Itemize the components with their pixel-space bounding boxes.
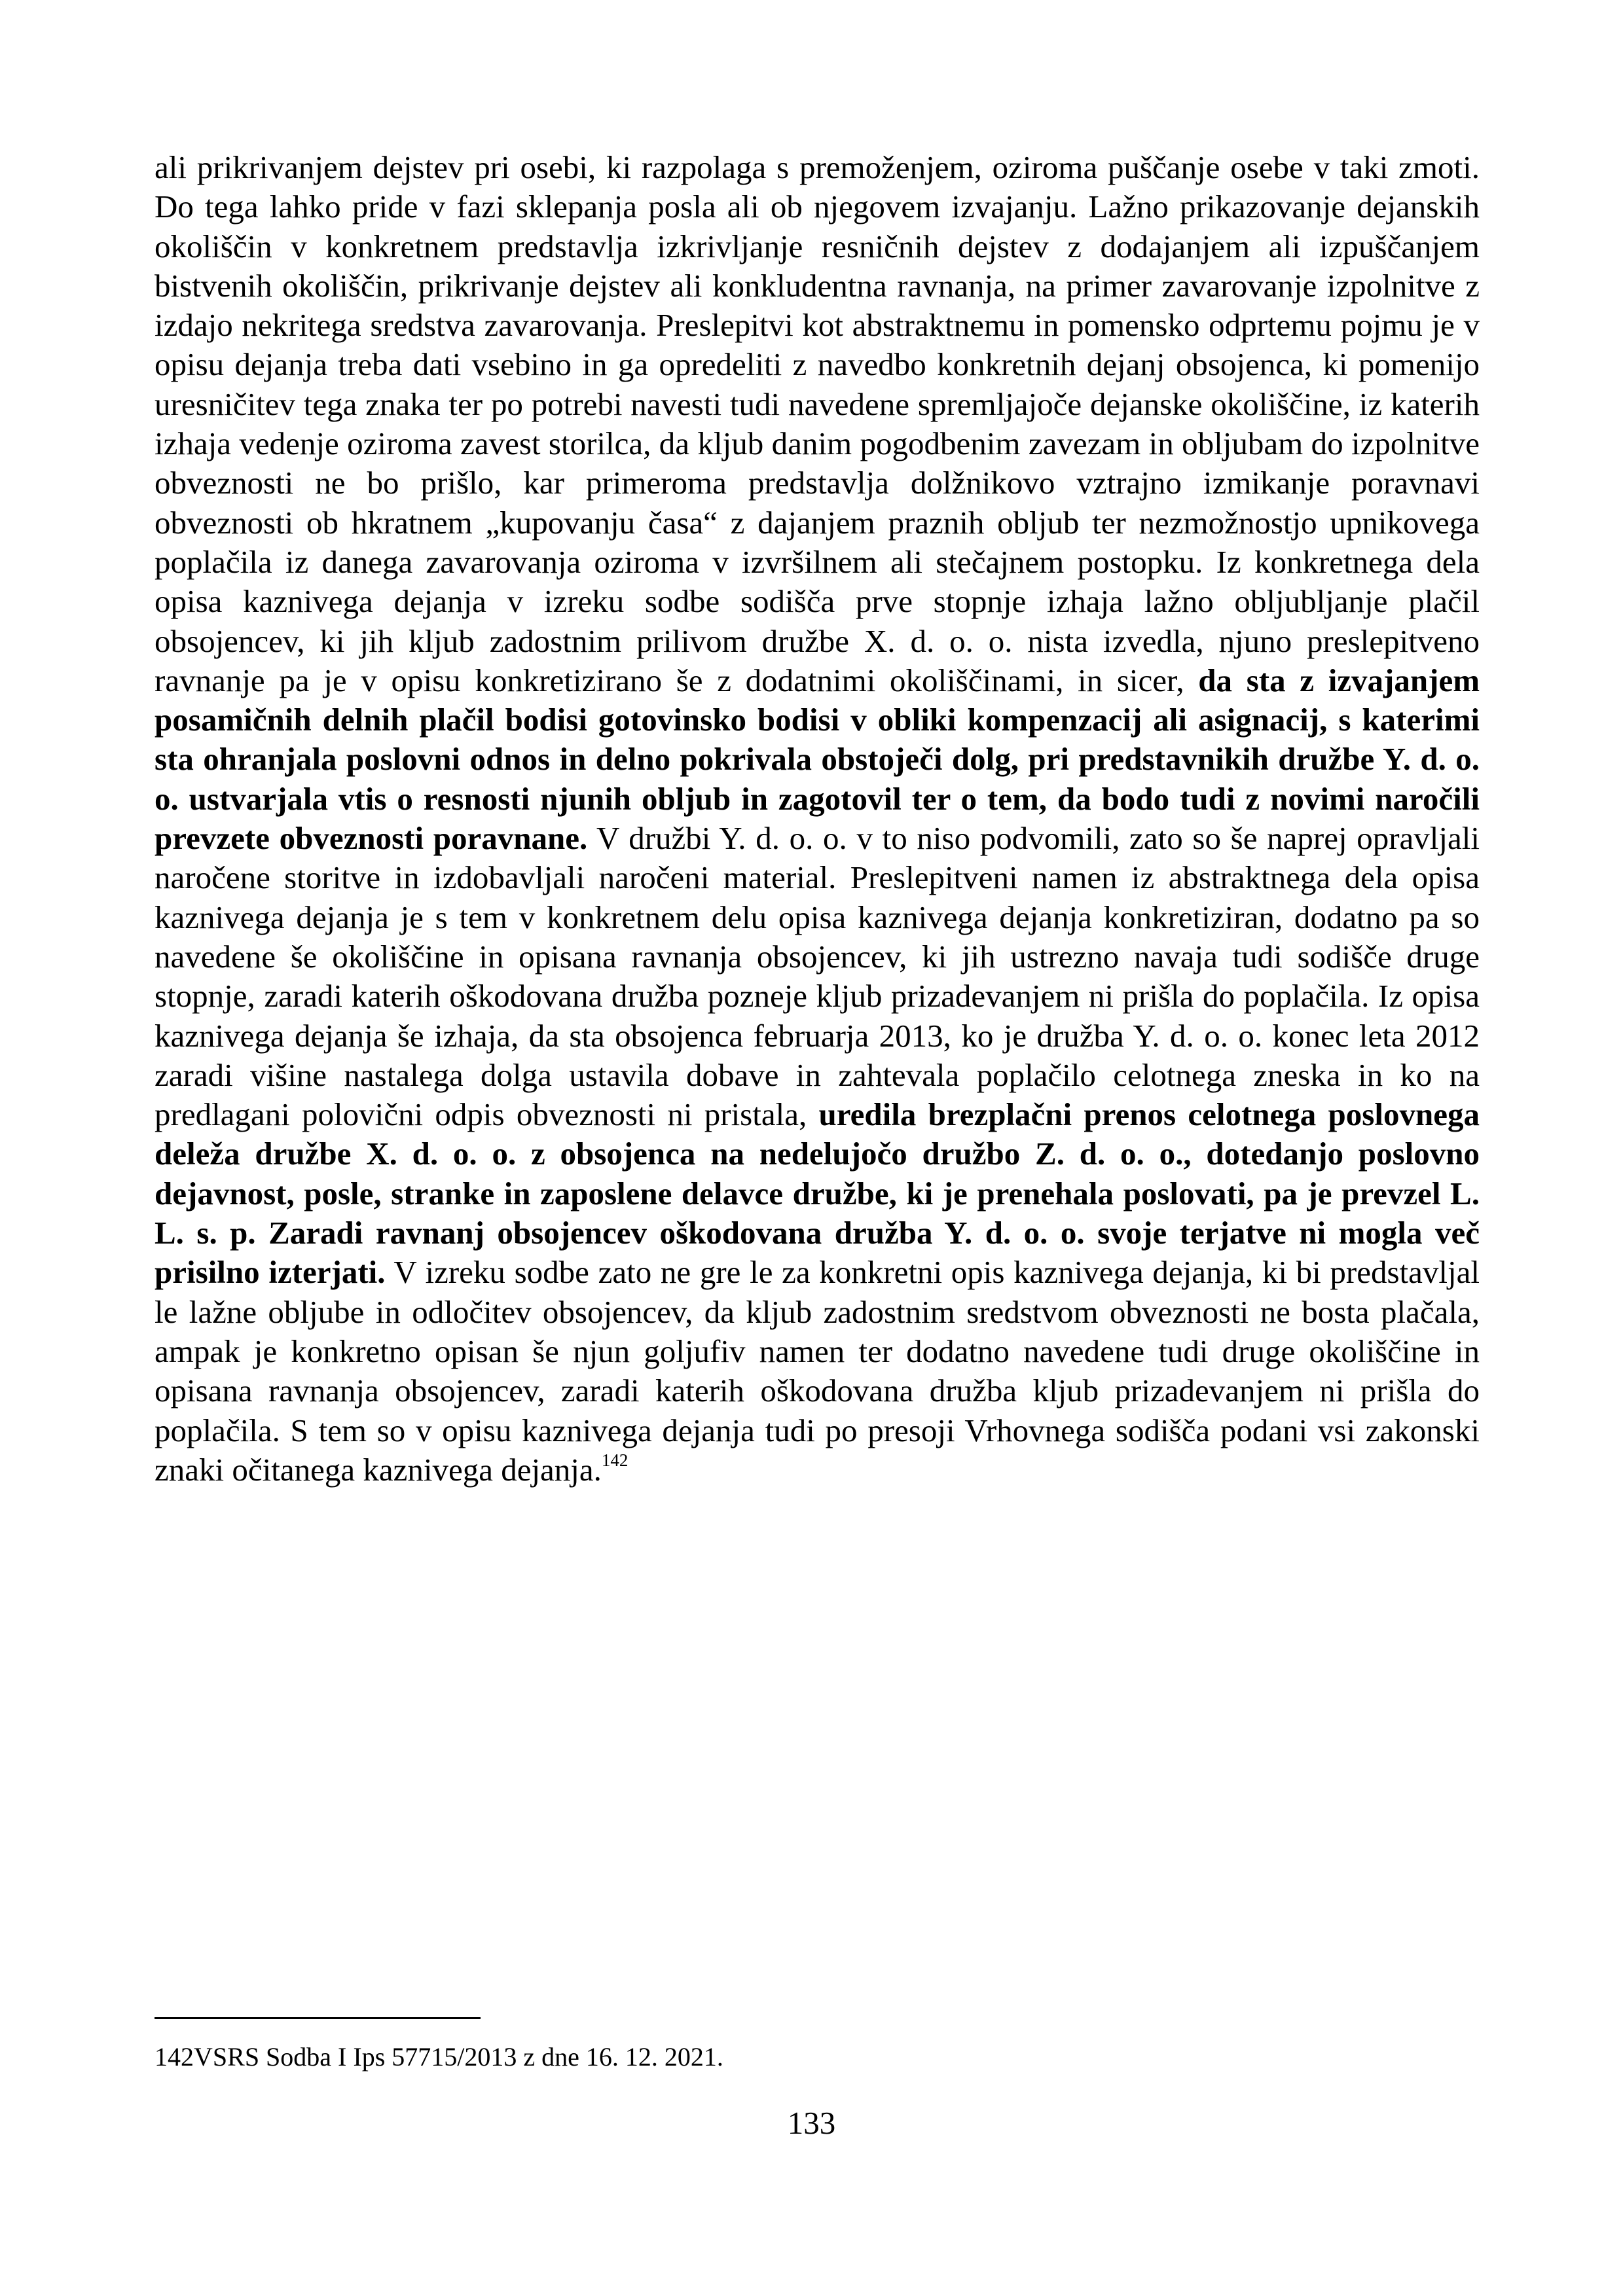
page-number: 133: [787, 2105, 836, 2141]
footnote-separator: [155, 2017, 481, 2019]
paragraph-text-1: ali prikrivanjem dejstev pri osebi, ki razpolaga s premoženjem, oziroma puščanje osebe v taki zmoti. Do tega lahko pride v fazi sklepanja posla ali ob njegovem izvajanju. Lažno prikazovanje dejanskih okoliščin v konkretnem predstavlja izkrivljanje resničnih dejstev z dodajanjem ali izpuščanjem bistvenih okoliščin, prikrivanje dejstev ali konkludentna ravnanja, na primer zavarovanje izpolnitve z izdajo nekritega sredstva zavarovanja. Preslepitvi kot abstraktnemu in pomensko odprtemu pojmu je v opisu dejanja treba dati vsebino in ga opredeliti z navedbo konkretnih dejanj obsojenca, ki pomenijo uresničitev tega znaka ter po potrebi navesti tudi navedene spremljajoče dejanske okoliščine, iz katerih izhaja vedenje oziroma zavest storilca, da kljub danim pogodbenim zavezam in obljubam do izpolnitve obveznosti ne bo prišlo, kar primeroma predstavlja dolžnikovo vztrajno izmikanje poravnavi obveznosti ob hkratnem „kupovanju časa“ z dajanjem praznih obljub ter nezmožnostjo upnikovega poplačila iz danega zavarovanja oziroma v izvršilnem ali stečajnem postopku. Iz konkretnega dela opisa kaznivega dejanja v izreku sodbe sodišča prve stopnje izhaja lažno obljubljanje plačil obsojencev, ki jih kljub zadostnim prilivom družbe X. d. o. o. nista izvedla, njuno preslepitveno ravnanje pa je v opisu konkretizirano še z dodatnimi okoliščinami, in sicer,: [155, 149, 1480, 698]
paragraph-text-3: V izreku sodbe zato ne gre le za konkretni opis kaznivega dejanja, ki bi predstavljal le lažne obljube in odločitev obsojencev, da kljub zadostnim sredstvom obveznosti ne bosta plačala, ampak je konkretno opisan še njun goljufiv namen ter dodatno navedene tudi druge okoliščine in opisana ravnanja obsojencev, zaradi katerih oškodovana družba kljub prizadevanjem ni prišla do poplačila. S tem so v opisu kaznivega dejanja tudi po presoji Vrhovnega sodišča podani vsi zakonski znaki očitanega kaznivega dejanja.: [155, 1254, 1480, 1488]
footnote-text: 142VSRS Sodba I Ips 57715/2013 z dne 16. 12. 2021.: [155, 2042, 723, 2072]
body-paragraph: [155, 148, 1480, 1490]
footnote-reference: 142: [601, 1450, 629, 1470]
paragraph-text-2: V družbi Y. d. o. o. v to niso podvomili, zato so še naprej opravljali naročene storitve in izdobavljali naročeni material. Preslepitveni namen iz abstraktnega dela opisa kaznivega dejanja je s tem v konkretnem delu opisa kaznivega dejanja konkretiziran, dodatno pa so navedene še okoliščine in opisana ravnanja obsojencev, ki jih ustrezno navaja tudi sodišče druge stopnje, zaradi katerih oškodovana družba pozneje kljub prizadevanjem ni prišla do poplačila. Iz opisa kaznivega dejanja še izhaja, da sta obsojenca februarja 2013, ko je družba Y. d. o. o. konec leta 2012 zaradi višine nastalega dolga ustavila dobave in zahtevala poplačilo celotnega zneska in ko na predlagani polovični odpis obveznosti ni pristala,: [155, 820, 1480, 1133]
paragraph-bold-2: uredila brezplačni prenos celotnega poslovnega deleža družbe X. d. o. o. z obsojenca na nedelujočo družbo Z. d. o. o., dotedanjo poslovno dejavnost, posle, stranke in zaposlene delavce družbe, ki je prenehala poslovati, pa je prevzel L. L. s. p. Zaradi ravnanj obsojencev oškodovana družba Y. d. o. o. svoje terjatve ni mogla več prisilno izterjati.: [155, 1096, 1480, 1291]
paragraph-bold-1: da sta z izvajanjem posamičnih delnih plačil bodisi gotovinsko bodisi v obliki kompenzacij ali asignacij, s katerimi sta ohranjala poslovni odnos in delno pokrivala obstoječi dolg, pri predstavnikih družbe Y. d. o. o. ustvarjala vtis o resnosti njunih obljub in zagotovil ter o tem, da bodo tudi z novimi naročili prevzete obveznosti poravnane.: [155, 662, 1480, 857]
